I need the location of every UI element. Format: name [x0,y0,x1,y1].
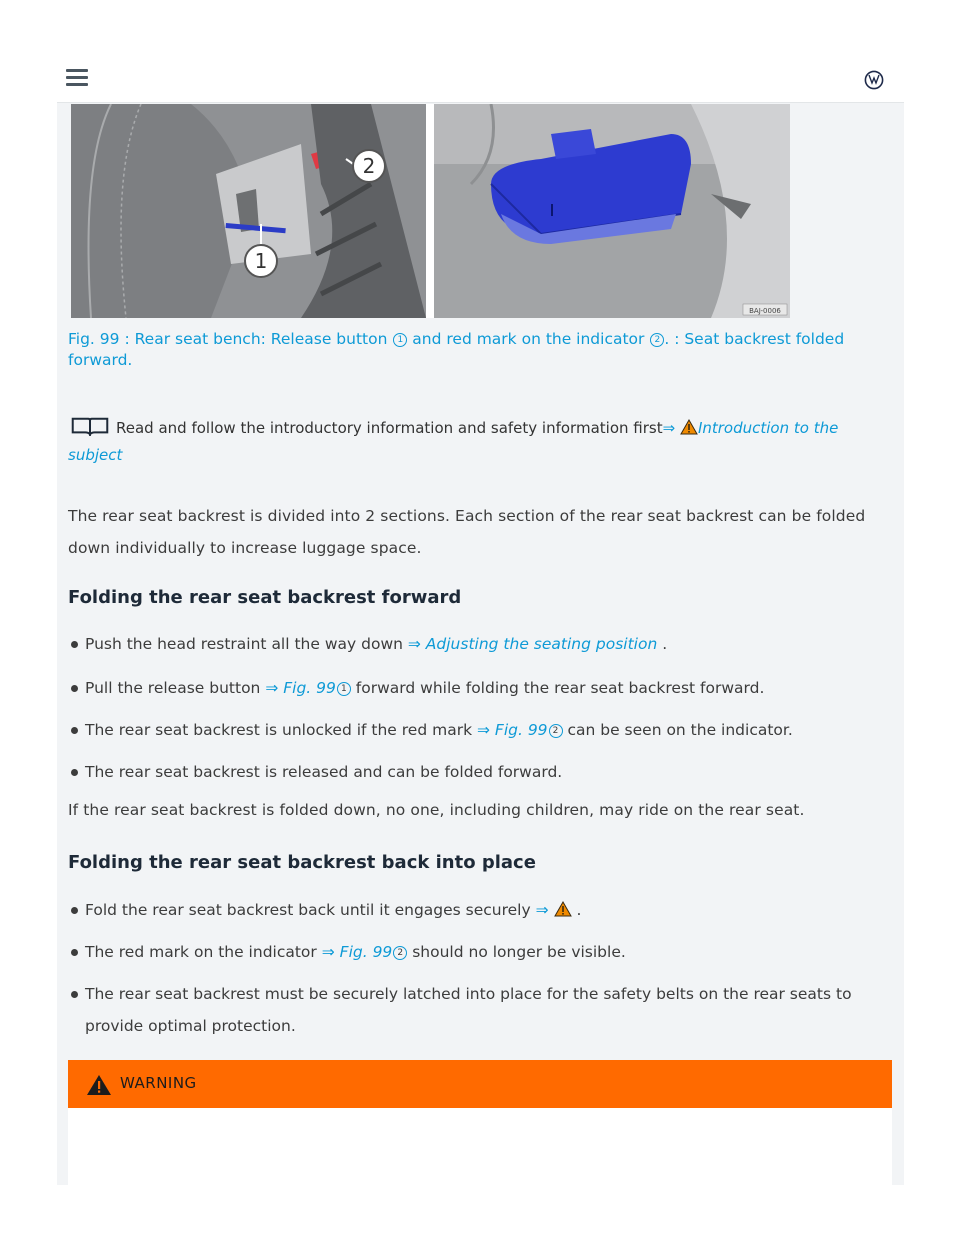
b5-text: Fold the rear seat backrest back until it engages securely [85,901,531,919]
b6-circle: 2 [393,946,407,960]
intro-text: Read and follow the introductory information and safety information first [116,419,663,437]
vw-logo-icon[interactable] [864,70,884,90]
paragraph-1: The rear seat backrest is divided into 2 sections. Each section of the rear seat backrest can be folded down individually to increase luggage space. [68,507,866,557]
list-item [85,978,885,1042]
warning-triangle-icon [680,419,698,435]
intro-arrow[interactable]: ⇒ [662,419,676,437]
list-item [85,628,885,660]
caption-text-a: : Rear seat bench: Release button [119,330,393,348]
menu-icon[interactable] [66,69,88,87]
caption-text-b: and red mark on the indicator [407,330,650,348]
b6-text: The red mark on the indicator [85,943,317,961]
heading-fold-forward: Folding the rear seat backrest forward [68,587,462,608]
list-item [85,672,885,704]
figure-image [71,104,790,318]
b4-text: The rear seat backrest is released and can be folded forward. [85,763,563,781]
b5-link[interactable]: ⇒ [535,901,549,919]
book-icon [68,416,112,436]
b5-end: . [571,901,582,919]
caption-text-c: . : Seat backrest folded forward. [68,330,845,369]
figure-caption [68,329,868,371]
b1-link[interactable]: ⇒ Adjusting the seating position [407,635,658,653]
warning-triangle-icon [554,901,572,917]
b2-text: Pull the release button [85,679,261,697]
b2-end: forward while folding the rear seat backrest forward. [350,679,765,697]
b1-end: . [657,635,668,653]
b3-link[interactable]: ⇒ Fig. 99 [476,721,548,739]
intro-notice [68,415,888,469]
b1-text: Push the head restraint all the way down [85,635,403,653]
list-item [85,894,885,926]
b2-link[interactable]: ⇒ Fig. 99 [265,679,336,697]
b3-circle: 2 [549,724,563,738]
list-item [85,756,885,788]
b6-link[interactable]: ⇒ Fig. 99 [321,943,393,961]
b3-end: can be seen on the indicator. [562,721,793,739]
list-item [85,714,885,746]
warning-icon [86,1074,112,1096]
warning-label: WARNING [120,1074,197,1092]
warning-header [68,1060,892,1108]
paragraph-2: If the rear seat backrest is folded down, no one, including children, may ride on the rear seat. [68,801,805,819]
heading-fold-back: Folding the rear seat backrest back into place [68,852,536,873]
b6-end: should no longer be visible. [407,943,626,961]
intro-link[interactable]: Introduction to the subject [68,419,839,464]
figure-callout-2: 2 [362,154,376,178]
content-area [57,102,904,1185]
figure-code: BAJ-0006 [749,307,781,315]
b2-circle: 1 [337,682,351,696]
b7-text: The rear seat backrest must be securely latched into place for the safety belts on the rear seats to provide optimal protection. [85,985,852,1035]
top-bar [0,0,960,102]
b3-text: The rear seat backrest is unlocked if the red mark [85,721,473,739]
caption-circle-1: 1 [393,333,407,347]
caption-circle-2: 2 [650,333,664,347]
warning-box [68,1060,892,1185]
figure-callout-1: 1 [254,249,268,273]
list-item [85,936,885,968]
caption-fig: Fig. 99 [68,330,120,348]
